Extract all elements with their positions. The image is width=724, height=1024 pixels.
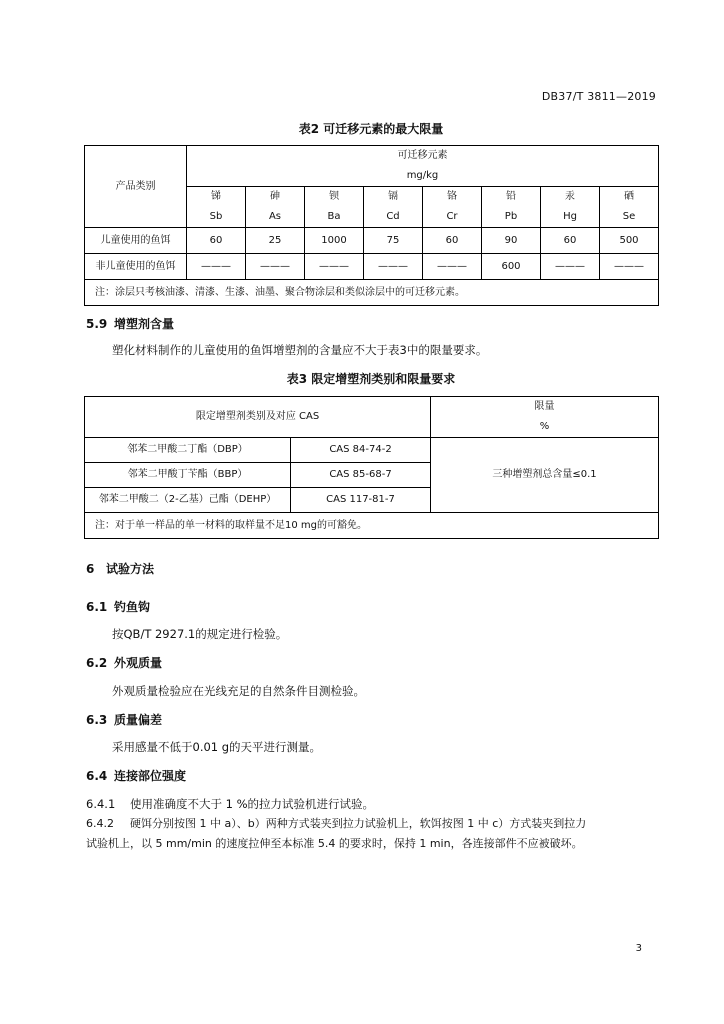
table3 [84, 396, 659, 539]
table3-limit-value: 三种增塑剂总含量≤0.1 [431, 438, 659, 513]
section-6-heading: 6 试验方法 [86, 562, 155, 576]
section-6-2-heading: 6.2 外观质量 [86, 656, 163, 670]
table2-header-product: 产品类别 [85, 146, 187, 228]
element-header: 铬 Cr [423, 187, 482, 228]
cell-value: ——— [246, 254, 305, 280]
cell-value: 90 [482, 228, 541, 254]
section-6-3-body: 采用感量不低于0.01 g的天平进行测量。 [112, 740, 322, 754]
section-6-4-2: 6.4.2 硬饵分别按图 1 中 a）、b）两种方式装夹到拉力试验机上，软饵按图 1 中 c）方式装夹到拉力 试验机上，以 5 mm/min 的速度拉伸至本标准 5.4 的要求时，保持 1 min，各连接部件不应被破坏。 [86, 817, 587, 850]
cell-value: ——— [305, 254, 364, 280]
cell-value: 60 [187, 228, 246, 254]
cell-value: 600 [482, 254, 541, 280]
element-header: 砷 As [246, 187, 305, 228]
row-label: 儿童使用的鱼饵 [85, 228, 187, 254]
table2-unit: mg/kg [406, 170, 439, 181]
table2-header-group [187, 146, 659, 187]
cell-value: 1000 [305, 228, 364, 254]
section-6-1-body: 按QB/T 2927.1的规定进行检验。 [112, 627, 288, 641]
cell-value: ——— [600, 254, 659, 280]
table-row [85, 228, 659, 254]
plasticizer-name: 邻苯二甲酸丁苄酯（BBP） [85, 463, 291, 488]
table2-group-title: 可迁移元素 [397, 150, 448, 161]
element-header: 硒 Se [600, 187, 659, 228]
table3-limit-unit: % [539, 421, 550, 432]
plasticizer-cas: CAS 84-74-2 [291, 438, 431, 463]
element-header: 锑 Sb [187, 187, 246, 228]
table2-caption: 表2 可迁移元素的最大限量 [298, 122, 444, 136]
cell-value: ——— [364, 254, 423, 280]
cell-value: ——— [187, 254, 246, 280]
table-row [85, 438, 659, 463]
cell-value: 75 [364, 228, 423, 254]
cell-value: 25 [246, 228, 305, 254]
cell-value: 60 [541, 228, 600, 254]
element-header: 镉 Cd [364, 187, 423, 228]
table2-note: 注：涂层只考核油漆、清漆、生漆、油墨、聚合物涂层和类似涂层中的可迁移元素。 [85, 280, 659, 306]
element-header: 铅 Pb [482, 187, 541, 228]
table2 [84, 145, 659, 306]
element-header: 汞 Hg [541, 187, 600, 228]
section-6-3-heading: 6.3 质量偏差 [86, 713, 163, 727]
table3-limit-label: 限量 [534, 401, 555, 412]
section-5-9-body: 塑化材料制作的儿童使用的鱼饵增塑剂的含量应不大于表3中的限量要求。 [112, 343, 488, 357]
plasticizer-cas: CAS 117-81-7 [291, 488, 431, 513]
cell-value: ——— [423, 254, 482, 280]
row-label: 非儿童使用的鱼饵 [85, 254, 187, 280]
plasticizer-name: 邻苯二甲酸二丁酯（DBP） [85, 438, 291, 463]
cell-value: ——— [541, 254, 600, 280]
section-6-2-body: 外观质量检验应在光线充足的自然条件目测检验。 [112, 684, 365, 698]
document-number: DB37/T 3811—2019 [541, 90, 656, 103]
section-5-9-heading: 5.9 增塑剂含量 [86, 317, 175, 331]
section-6-1-heading: 6.1 钓鱼钩 [86, 600, 151, 614]
section-6-4-1: 6.4.1 使用准确度不大于 1 %的拉力试验机进行试验。 [86, 797, 375, 811]
table-row [85, 254, 659, 280]
cell-value: 60 [423, 228, 482, 254]
cell-value: 500 [600, 228, 659, 254]
element-header: 钡 Ba [305, 187, 364, 228]
plasticizer-cas: CAS 85-68-7 [291, 463, 431, 488]
plasticizer-name: 邻苯二甲酸二（2-乙基）己酯（DEHP） [85, 488, 291, 513]
page-number: 3 [635, 943, 642, 954]
table3-header-right [431, 397, 659, 438]
table3-header-left: 限定增塑剂类别及对应 CAS [85, 397, 431, 438]
table3-caption: 表3 限定增塑剂类别和限量要求 [286, 372, 456, 386]
table3-note: 注：对于单一样品的单一材料的取样量不足10 mg的可豁免。 [85, 513, 659, 539]
section-6-4-heading: 6.4 连接部位强度 [86, 769, 187, 783]
